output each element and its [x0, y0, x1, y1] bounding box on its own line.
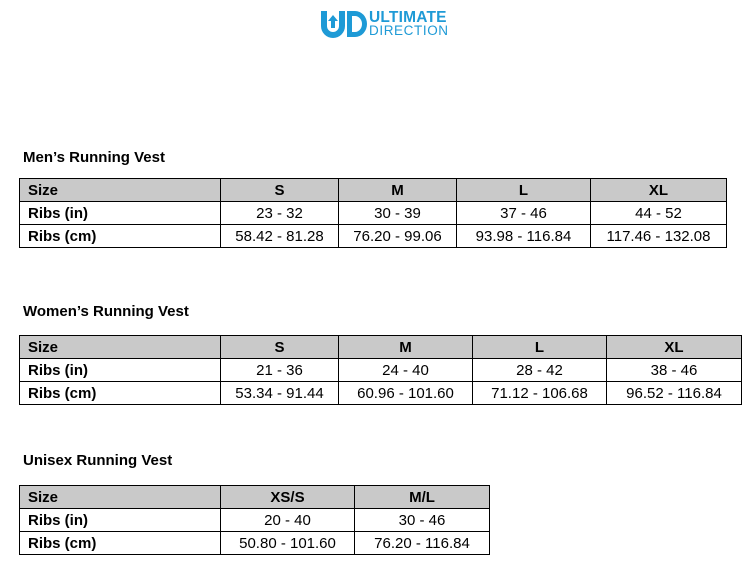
header-cell: XS/S — [221, 486, 355, 509]
header-cell: S — [221, 336, 339, 359]
row-label: Ribs (in) — [20, 509, 221, 532]
table-cell: 71.12 - 106.68 — [473, 382, 607, 405]
table-cell: 30 - 46 — [355, 509, 490, 532]
table-cell: 60.96 - 101.60 — [339, 382, 473, 405]
table-cell: 38 - 46 — [607, 359, 742, 382]
header-cell: M — [339, 336, 473, 359]
table-header-row — [20, 486, 490, 509]
table-cell: 76.20 - 99.06 — [339, 225, 457, 248]
table-cell: 50.80 - 101.60 — [221, 532, 355, 555]
row-label: Ribs (cm) — [20, 382, 221, 405]
table-row — [20, 509, 490, 532]
header-cell: XL — [591, 179, 727, 202]
table-row — [20, 359, 742, 382]
logo-line-2: DIRECTION — [369, 23, 449, 38]
table-cell: 53.34 - 91.44 — [221, 382, 339, 405]
row-label: Ribs (cm) — [20, 225, 221, 248]
unisex-size-table — [19, 485, 490, 555]
header-cell: XL — [607, 336, 742, 359]
ud-monogram-icon — [319, 9, 367, 39]
womens-vest-title: Women’s Running Vest — [23, 303, 189, 320]
header-cell: L — [473, 336, 607, 359]
logo-line-1: ULTIMATE — [369, 9, 447, 26]
table-cell: 93.98 - 116.84 — [457, 225, 591, 248]
table-cell: 44 - 52 — [591, 202, 727, 225]
mens-size-table — [19, 178, 727, 248]
table-cell: 24 - 40 — [339, 359, 473, 382]
table-row — [20, 202, 727, 225]
header-cell: L — [457, 179, 591, 202]
unisex-vest-title: Unisex Running Vest — [23, 452, 173, 469]
table-cell: 58.42 - 81.28 — [221, 225, 339, 248]
header-cell: Size — [20, 336, 221, 359]
table-cell: 23 - 32 — [221, 202, 339, 225]
row-label: Ribs (in) — [20, 202, 221, 225]
table-header-row — [20, 336, 742, 359]
table-row — [20, 382, 742, 405]
row-label: Ribs (in) — [20, 359, 221, 382]
header-cell: M/L — [355, 486, 490, 509]
table-cell: 20 - 40 — [221, 509, 355, 532]
table-cell: 37 - 46 — [457, 202, 591, 225]
header-cell: Size — [20, 179, 221, 202]
table-cell: 117.46 - 132.08 — [591, 225, 727, 248]
header-cell: Size — [20, 486, 221, 509]
brand-logo — [319, 9, 449, 39]
table-row — [20, 532, 490, 555]
table-cell: 30 - 39 — [339, 202, 457, 225]
table-cell: 21 - 36 — [221, 359, 339, 382]
header-cell: M — [339, 179, 457, 202]
womens-size-table — [19, 335, 742, 405]
table-header-row — [20, 179, 727, 202]
row-label: Ribs (cm) — [20, 532, 221, 555]
table-cell: 96.52 - 116.84 — [607, 382, 742, 405]
table-cell: 76.20 - 116.84 — [355, 532, 490, 555]
header-cell: S — [221, 179, 339, 202]
table-row — [20, 225, 727, 248]
table-cell: 28 - 42 — [473, 359, 607, 382]
mens-vest-title: Men’s Running Vest — [23, 149, 165, 166]
